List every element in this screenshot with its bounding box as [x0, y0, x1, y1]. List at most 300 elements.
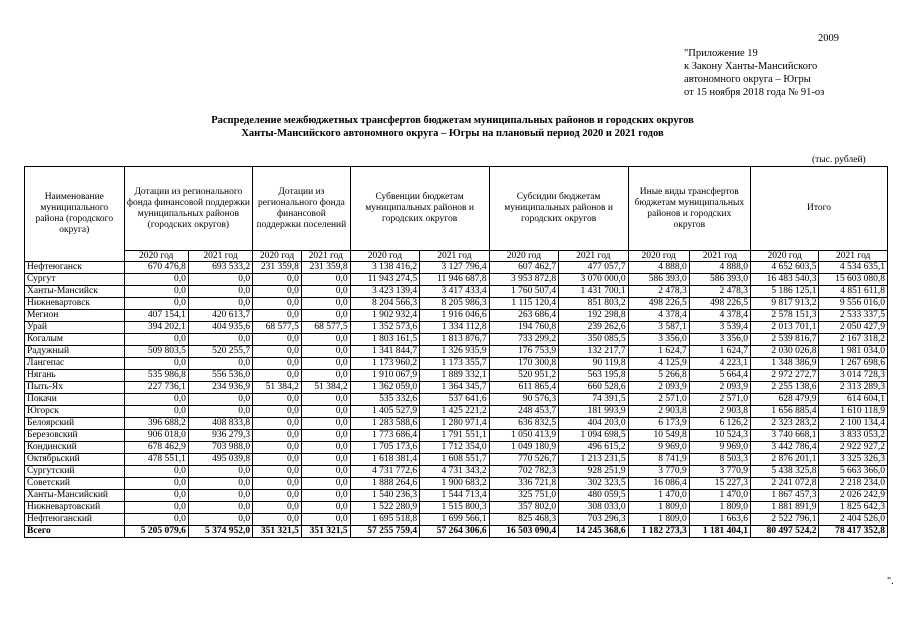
value-cell: 4 378,4: [628, 310, 689, 322]
value-cell: 0,0: [188, 466, 252, 478]
value-cell: 0,0: [124, 502, 188, 514]
value-cell: 336 721,8: [489, 478, 558, 490]
table-row: [25, 322, 888, 334]
value-cell: 8 741,9: [628, 454, 689, 466]
year-header: 2021 год: [301, 251, 350, 262]
table-body: [25, 262, 888, 538]
value-cell: 537 641,6: [420, 394, 490, 406]
transfers-table: [24, 166, 888, 538]
value-cell: 1 362 059,0: [350, 382, 419, 394]
value-cell: 3 325 326,3: [819, 454, 888, 466]
value-cell: 1 608 551,7: [420, 454, 490, 466]
value-cell: 231 359,8: [253, 262, 302, 274]
value-cell: 357 802,0: [489, 502, 558, 514]
municipality-name-cell: Радужный: [25, 346, 125, 358]
value-cell: 2 922 927,2: [819, 442, 888, 454]
value-cell: 2 571,0: [689, 394, 750, 406]
value-cell: 0,0: [301, 310, 350, 322]
value-cell: 248 453,7: [489, 406, 558, 418]
municipality-name-cell: Березовский: [25, 430, 125, 442]
value-cell: 1 181 404,1: [689, 526, 750, 538]
value-cell: 1 405 527,9: [350, 406, 419, 418]
value-cell: 74 391,5: [559, 394, 629, 406]
value-cell: 0,0: [188, 274, 252, 286]
value-cell: 1 809,0: [628, 502, 689, 514]
value-cell: 670 476,8: [124, 262, 188, 274]
table-row: [25, 274, 888, 286]
document-title: [0, 114, 905, 140]
value-cell: 9 969,0: [689, 442, 750, 454]
value-cell: 1 544 713,4: [420, 490, 490, 502]
value-cell: 906 018,0: [124, 430, 188, 442]
value-cell: 1 326 935,9: [420, 346, 490, 358]
table-row: [25, 406, 888, 418]
header-settlement-subsidies: Дотации из регионального фонда финансовой поддержки поселений: [253, 167, 350, 251]
value-cell: 394 202,1: [124, 322, 188, 334]
value-cell: 1 695 518,8: [350, 514, 419, 526]
header-subsidies: Субсидии бюджетам муниципальных районов и городских округов: [489, 167, 628, 251]
value-cell: 1 173 960,2: [350, 358, 419, 370]
table-row: [25, 502, 888, 514]
value-cell: 350 085,5: [559, 334, 629, 346]
value-cell: 3 539,4: [689, 322, 750, 334]
value-cell: 3 423 139,4: [350, 286, 419, 298]
value-cell: 1 889 332,1: [420, 370, 490, 382]
value-cell: 2 578 151,3: [751, 310, 819, 322]
value-cell: 1 341 844,7: [350, 346, 419, 358]
value-cell: 1 791 551,1: [420, 430, 490, 442]
value-cell: 2 571,0: [628, 394, 689, 406]
value-cell: 4 851 611,8: [819, 286, 888, 298]
value-cell: 520 255,7: [188, 346, 252, 358]
table-row: [25, 334, 888, 346]
value-cell: 57 255 759,4: [350, 526, 419, 538]
value-cell: 2 903,8: [628, 406, 689, 418]
value-cell: 57 264 306,6: [420, 526, 490, 538]
value-cell: 1 610 118,9: [819, 406, 888, 418]
municipality-name-cell: Сургутский: [25, 466, 125, 478]
value-cell: 3 770,9: [628, 466, 689, 478]
value-cell: 520 951,2: [489, 370, 558, 382]
municipality-name-cell: Белоярский: [25, 418, 125, 430]
value-cell: 8 503,3: [689, 454, 750, 466]
value-cell: 3 127 796,4: [420, 262, 490, 274]
value-cell: 68 577,5: [301, 322, 350, 334]
value-cell: 733 299,2: [489, 334, 558, 346]
value-cell: 1 881 891,9: [751, 502, 819, 514]
value-cell: 2 876 201,1: [751, 454, 819, 466]
value-cell: 0,0: [301, 298, 350, 310]
year-header: 2020 год: [751, 251, 819, 262]
header-municipality: Наименование муниципального района (городского округа): [25, 167, 125, 262]
year-header: 2020 год: [350, 251, 419, 262]
municipality-name-cell: Мегион: [25, 310, 125, 322]
value-cell: 563 195,8: [559, 370, 629, 382]
value-cell: 1 425 221,2: [420, 406, 490, 418]
municipality-name-cell: Ханты-Мансийский: [25, 490, 125, 502]
value-cell: 9 969,0: [628, 442, 689, 454]
value-cell: 3 442 786,4: [751, 442, 819, 454]
value-cell: 1 809,0: [689, 502, 750, 514]
value-cell: 2 539 816,7: [751, 334, 819, 346]
table-row: [25, 514, 888, 526]
value-cell: 607 462,7: [489, 262, 558, 274]
header-other-transfers: Иные виды трансфертов бюджетам муниципальных районов и городских округов: [628, 167, 750, 251]
value-cell: 0,0: [124, 358, 188, 370]
municipality-name-cell: Сургут: [25, 274, 125, 286]
value-cell: 2 030 026,8: [751, 346, 819, 358]
value-cell: 0,0: [188, 298, 252, 310]
value-cell: 2 050 427,9: [819, 322, 888, 334]
value-cell: 14 245 368,6: [559, 526, 629, 538]
value-cell: 1 352 573,6: [350, 322, 419, 334]
value-cell: 2 903,8: [689, 406, 750, 418]
value-cell: 2 093,9: [689, 382, 750, 394]
value-cell: 176 753,9: [489, 346, 558, 358]
value-cell: 509 803,5: [124, 346, 188, 358]
value-cell: 302 323,5: [559, 478, 629, 490]
value-cell: 586 393,0: [628, 274, 689, 286]
value-cell: 0,0: [124, 490, 188, 502]
table-row: [25, 286, 888, 298]
value-cell: 227 736,1: [124, 382, 188, 394]
value-cell: 2 522 796,1: [751, 514, 819, 526]
value-cell: 611 865,4: [489, 382, 558, 394]
value-cell: 308 033,0: [559, 502, 629, 514]
value-cell: 351 321,5: [301, 526, 350, 538]
value-cell: 263 686,4: [489, 310, 558, 322]
value-cell: 239 262,6: [559, 322, 629, 334]
value-cell: 404 203,0: [559, 418, 629, 430]
value-cell: 4 125,9: [628, 358, 689, 370]
value-cell: 0,0: [188, 502, 252, 514]
value-cell: 78 417 352,8: [819, 526, 888, 538]
table-row: [25, 370, 888, 382]
value-cell: 231 359,8: [301, 262, 350, 274]
value-cell: 0,0: [124, 514, 188, 526]
value-cell: 1 618 381,4: [350, 454, 419, 466]
header-district-subsidies: Дотации из регионального фонда финансовой поддержки муниципальных районов (городских округов): [124, 167, 253, 251]
value-cell: 194 760,8: [489, 322, 558, 334]
value-cell: 0,0: [253, 370, 302, 382]
value-cell: 0,0: [188, 478, 252, 490]
value-cell: 1 813 876,7: [420, 334, 490, 346]
value-cell: 0,0: [124, 406, 188, 418]
value-cell: 1 773 686,4: [350, 430, 419, 442]
value-cell: 1 981 034,0: [819, 346, 888, 358]
value-cell: 0,0: [124, 394, 188, 406]
value-cell: 1 348 386,9: [751, 358, 819, 370]
value-cell: 0,0: [188, 334, 252, 346]
value-cell: 703 296,3: [559, 514, 629, 526]
value-cell: 0,0: [253, 298, 302, 310]
appendix-line: "Приложение 19: [684, 48, 758, 59]
table-row: [25, 490, 888, 502]
value-cell: 556 536,0: [188, 370, 252, 382]
value-cell: 770 526,7: [489, 454, 558, 466]
value-cell: 132 217,7: [559, 346, 629, 358]
value-cell: 1 173 355,7: [420, 358, 490, 370]
municipality-name-cell: Урай: [25, 322, 125, 334]
value-cell: 0,0: [124, 466, 188, 478]
value-cell: 0,0: [253, 274, 302, 286]
value-cell: 0,0: [253, 430, 302, 442]
page-number: 2009: [818, 33, 839, 44]
table-row: [25, 382, 888, 394]
value-cell: 498 226,5: [689, 298, 750, 310]
value-cell: 0,0: [301, 454, 350, 466]
value-cell: 15 603 080,8: [819, 274, 888, 286]
header-total: Итого: [751, 167, 888, 251]
value-cell: 498 226,5: [628, 298, 689, 310]
value-cell: 170 300,8: [489, 358, 558, 370]
value-cell: 1 760 507,4: [489, 286, 558, 298]
municipality-name-cell: Когалым: [25, 334, 125, 346]
year-header: 2021 год: [689, 251, 750, 262]
value-cell: 396 688,2: [124, 418, 188, 430]
municipality-name-cell: Ханты-Мансийск: [25, 286, 125, 298]
value-cell: 0,0: [301, 502, 350, 514]
value-cell: 0,0: [301, 286, 350, 298]
table-row: [25, 466, 888, 478]
appendix-line: к Закону Ханты-Мансийского: [684, 61, 818, 72]
year-header: 2020 год: [489, 251, 558, 262]
value-cell: 4 731 343,2: [420, 466, 490, 478]
value-cell: 0,0: [253, 334, 302, 346]
value-cell: 2 026 242,9: [819, 490, 888, 502]
value-cell: 1 115 120,4: [489, 298, 558, 310]
value-cell: 2 533 337,5: [819, 310, 888, 322]
value-cell: 2 093,9: [628, 382, 689, 394]
value-cell: 11 946 687,8: [420, 274, 490, 286]
value-cell: 1 910 067,9: [350, 370, 419, 382]
table-row: [25, 394, 888, 406]
value-cell: 1 888 264,6: [350, 478, 419, 490]
value-cell: 2 972 272,7: [751, 370, 819, 382]
value-cell: 0,0: [301, 442, 350, 454]
municipality-name-cell: Югорск: [25, 406, 125, 418]
value-cell: 1 624,7: [689, 346, 750, 358]
title-line: Распределение межбюджетных трансфертов бюджетам муниципальных районов и городских округов: [211, 115, 694, 126]
value-cell: 851 803,2: [559, 298, 629, 310]
appendix-line: автономного округа – Югры: [684, 74, 811, 85]
value-cell: 8 205 986,3: [420, 298, 490, 310]
value-cell: 535 986,8: [124, 370, 188, 382]
value-cell: 3 417 433,4: [420, 286, 490, 298]
value-cell: 351 321,5: [253, 526, 302, 538]
value-cell: 693 533,2: [188, 262, 252, 274]
value-cell: 5 438 325,8: [751, 466, 819, 478]
value-cell: 0,0: [301, 358, 350, 370]
value-cell: 1 803 161,5: [350, 334, 419, 346]
value-cell: 5 186 125,1: [751, 286, 819, 298]
table-row: [25, 262, 888, 274]
table-row: [25, 298, 888, 310]
value-cell: 2 478,3: [628, 286, 689, 298]
value-cell: 1 522 280,9: [350, 502, 419, 514]
value-cell: 0,0: [301, 490, 350, 502]
value-cell: 4 223,1: [689, 358, 750, 370]
value-cell: 614 604,1: [819, 394, 888, 406]
year-header: 2021 год: [559, 251, 629, 262]
value-cell: 0,0: [188, 514, 252, 526]
value-cell: 2 167 318,2: [819, 334, 888, 346]
table-row: [25, 358, 888, 370]
value-cell: 703 988,0: [188, 442, 252, 454]
municipality-name-cell: Нефтеюганск: [25, 262, 125, 274]
value-cell: 3 070 000,0: [559, 274, 629, 286]
value-cell: 407 154,1: [124, 310, 188, 322]
value-cell: 15 227,3: [689, 478, 750, 490]
value-cell: 0,0: [253, 310, 302, 322]
value-cell: 51 384,2: [301, 382, 350, 394]
value-cell: 1 515 800,3: [420, 502, 490, 514]
value-cell: 1 916 046,6: [420, 310, 490, 322]
value-cell: 1 334 112,8: [420, 322, 490, 334]
value-cell: 90 576,3: [489, 394, 558, 406]
value-cell: 0,0: [124, 478, 188, 490]
value-cell: 3 356,0: [628, 334, 689, 346]
value-cell: 1 712 354,0: [420, 442, 490, 454]
value-cell: 3 138 416,2: [350, 262, 419, 274]
value-cell: 0,0: [253, 454, 302, 466]
value-cell: 1 470,0: [689, 490, 750, 502]
value-cell: 660 528,6: [559, 382, 629, 394]
value-cell: 5 266,8: [628, 370, 689, 382]
value-cell: 3 014 728,3: [819, 370, 888, 382]
value-cell: 181 993,9: [559, 406, 629, 418]
value-cell: 11 943 274,5: [350, 274, 419, 286]
value-cell: 0,0: [124, 274, 188, 286]
value-cell: 2 313 289,3: [819, 382, 888, 394]
value-cell: 1 280 971,4: [420, 418, 490, 430]
value-cell: 6 173,9: [628, 418, 689, 430]
value-cell: 10 524,3: [689, 430, 750, 442]
value-cell: 10 549,8: [628, 430, 689, 442]
value-cell: 636 832,5: [489, 418, 558, 430]
value-cell: 0,0: [124, 286, 188, 298]
value-cell: 408 833,8: [188, 418, 252, 430]
value-cell: 0,0: [253, 502, 302, 514]
value-cell: 4 652 603,5: [751, 262, 819, 274]
value-cell: 325 751,0: [489, 490, 558, 502]
value-cell: 4 534 635,1: [819, 262, 888, 274]
value-cell: 2 100 134,4: [819, 418, 888, 430]
table-row: [25, 346, 888, 358]
municipality-name-cell: Советский: [25, 478, 125, 490]
year-header: 2020 год: [124, 251, 188, 262]
value-cell: 2 404 526,0: [819, 514, 888, 526]
value-cell: 478 551,1: [124, 454, 188, 466]
municipality-name-cell: Покачи: [25, 394, 125, 406]
value-cell: 0,0: [188, 490, 252, 502]
table-row: [25, 454, 888, 466]
value-cell: 1 094 698,5: [559, 430, 629, 442]
value-cell: 3 953 872,8: [489, 274, 558, 286]
value-cell: 2 255 138,6: [751, 382, 819, 394]
value-cell: 1 663,6: [689, 514, 750, 526]
value-cell: 0,0: [253, 490, 302, 502]
municipality-name-cell: Нижневартовский: [25, 502, 125, 514]
value-cell: 2 478,3: [689, 286, 750, 298]
value-cell: 2 013 701,1: [751, 322, 819, 334]
municipality-name-cell: Всего: [25, 526, 125, 538]
value-cell: 6 126,2: [689, 418, 750, 430]
value-cell: 0,0: [253, 358, 302, 370]
municipality-name-cell: Лангепас: [25, 358, 125, 370]
value-cell: 0,0: [301, 394, 350, 406]
value-cell: 5 664,4: [689, 370, 750, 382]
appendix-reference: [684, 47, 824, 99]
value-cell: 1 431 700,1: [559, 286, 629, 298]
value-cell: 0,0: [253, 418, 302, 430]
value-cell: 0,0: [188, 358, 252, 370]
municipality-name-cell: Нижневартовск: [25, 298, 125, 310]
value-cell: 4 888,0: [628, 262, 689, 274]
value-cell: 1 213 231,5: [559, 454, 629, 466]
value-cell: 2 241 072,8: [751, 478, 819, 490]
value-cell: 535 332,6: [350, 394, 419, 406]
value-cell: 192 298,8: [559, 310, 629, 322]
value-cell: 702 782,3: [489, 466, 558, 478]
value-cell: 477 057,7: [559, 262, 629, 274]
value-cell: 3 587,1: [628, 322, 689, 334]
value-cell: 1 050 413,9: [489, 430, 558, 442]
value-cell: 2 218 234,0: [819, 478, 888, 490]
value-cell: 5 663 366,0: [819, 466, 888, 478]
value-cell: 1 267 698,6: [819, 358, 888, 370]
value-cell: 0,0: [253, 466, 302, 478]
municipality-name-cell: Нягань: [25, 370, 125, 382]
value-cell: 678 462,9: [124, 442, 188, 454]
value-cell: 1 624,7: [628, 346, 689, 358]
value-cell: 3 770,9: [689, 466, 750, 478]
value-cell: 0,0: [188, 286, 252, 298]
value-cell: 0,0: [253, 478, 302, 490]
value-cell: 0,0: [301, 478, 350, 490]
value-cell: 0,0: [188, 406, 252, 418]
value-cell: 16 503 090,4: [489, 526, 558, 538]
table-row: [25, 418, 888, 430]
value-cell: 495 039,8: [188, 454, 252, 466]
value-cell: 0,0: [301, 466, 350, 478]
value-cell: 936 279,3: [188, 430, 252, 442]
value-cell: 8 204 566,3: [350, 298, 419, 310]
table-row: [25, 430, 888, 442]
value-cell: 16 086,4: [628, 478, 689, 490]
value-cell: 9 817 913,2: [751, 298, 819, 310]
value-cell: 3 356,0: [689, 334, 750, 346]
units-label: (тыс. рублей): [812, 155, 866, 165]
municipality-name-cell: Октябрьский: [25, 454, 125, 466]
value-cell: 1 867 457,3: [751, 490, 819, 502]
value-cell: 0,0: [188, 394, 252, 406]
value-cell: 0,0: [301, 418, 350, 430]
value-cell: 0,0: [301, 370, 350, 382]
title-line: Ханты-Мансийского автономного округа – Югры на плановый период 2020 и 2021 годов: [241, 128, 664, 139]
year-header: 2021 год: [819, 251, 888, 262]
value-cell: 0,0: [253, 346, 302, 358]
municipality-name-cell: Кондинский: [25, 442, 125, 454]
header-subventions: Субвенции бюджетам муниципальных районов и городских округов: [350, 167, 489, 251]
value-cell: 4 888,0: [689, 262, 750, 274]
value-cell: 0,0: [253, 394, 302, 406]
value-cell: 0,0: [301, 274, 350, 286]
value-cell: 0,0: [301, 406, 350, 418]
value-cell: 2 323 283,2: [751, 418, 819, 430]
value-cell: 586 393,0: [689, 274, 750, 286]
value-cell: 420 613,7: [188, 310, 252, 322]
